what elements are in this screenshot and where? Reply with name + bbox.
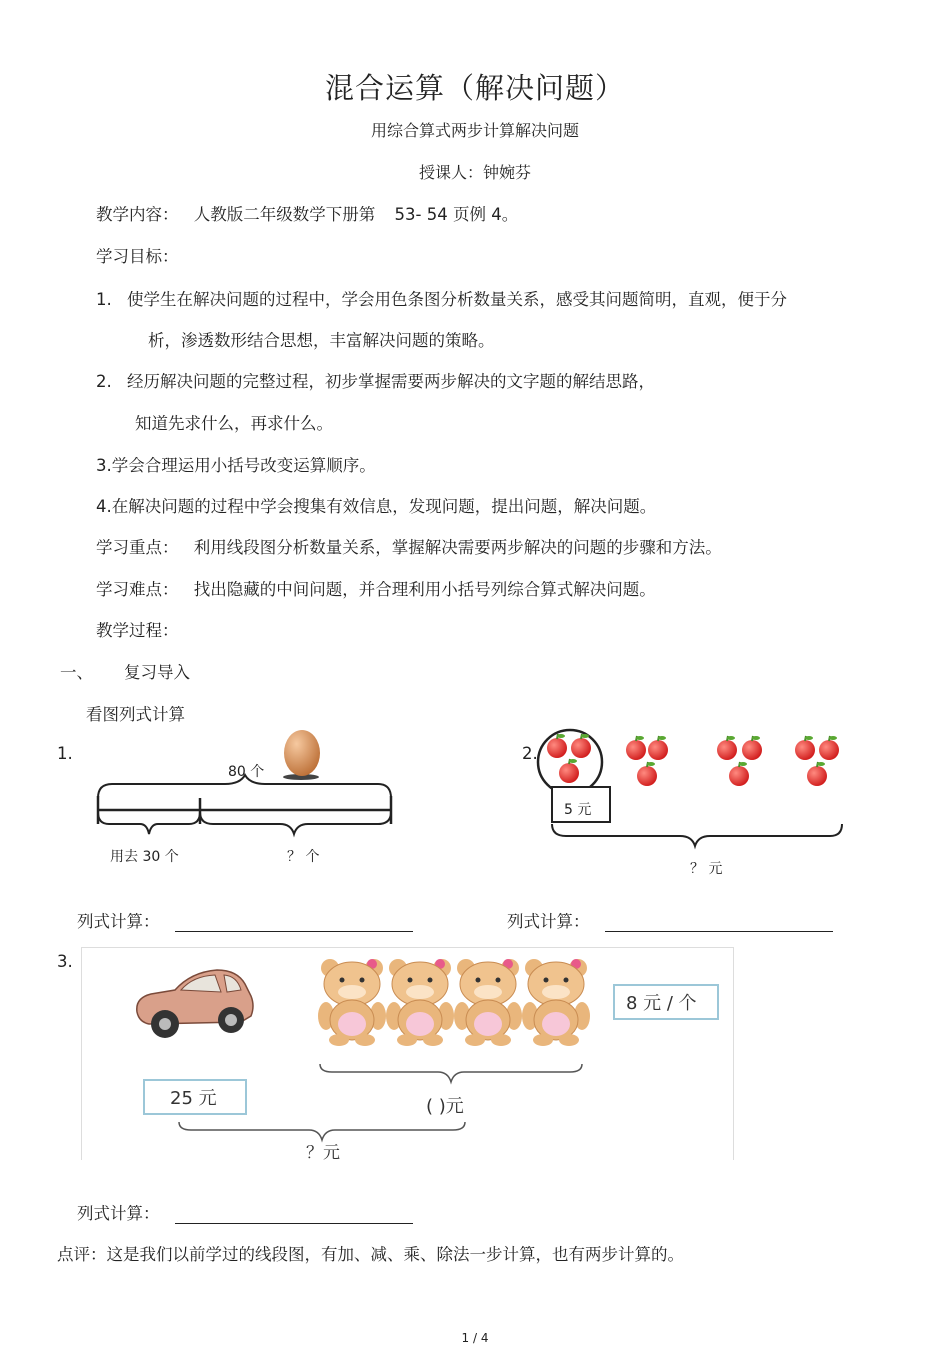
- objective-4: [96, 493, 656, 517]
- bears-brace: [318, 1062, 584, 1084]
- objective-4-text: 在解决问题的过程中学会搜集有效信息，发现问题，提出问题，解决问题。: [111, 497, 657, 516]
- objective-3-num: 3.: [96, 456, 112, 475]
- problem-2-num: 2.: [522, 744, 538, 763]
- problem-1-used: 用去 30 个: [110, 849, 179, 865]
- teaching-content-pages: 53- 54: [394, 205, 448, 224]
- difficulty-label: 学习难点：: [96, 580, 179, 599]
- apple-icon: [637, 762, 657, 786]
- objective-1: [96, 286, 787, 310]
- exercise-intro: 看图列式计算: [86, 705, 185, 724]
- objective-2-line2: 知道先求什么，再求什么。: [135, 414, 333, 433]
- subtitle: 用综合算式两步计算解决问题: [370, 121, 579, 140]
- apple-icon: [626, 736, 646, 760]
- apple-icon: [795, 736, 815, 760]
- apple-icon: [819, 736, 839, 760]
- formula-1-label: 列式计算：: [77, 912, 160, 931]
- apple-icon: [807, 762, 827, 786]
- bear-icon: [522, 959, 590, 1046]
- problem-1-segment-diagram: [95, 772, 395, 842]
- teaching-content-tail: 页例 4。: [452, 205, 519, 224]
- difficulty: [96, 576, 656, 600]
- problem-3-bear-row: [316, 958, 586, 1048]
- formula-3: [77, 1200, 413, 1224]
- car-price: 25 元: [170, 1088, 217, 1109]
- page-number: 1 / 4: [461, 1331, 489, 1345]
- key-point-label: 学习重点：: [96, 538, 179, 557]
- bears-total: ( )元: [426, 1096, 464, 1117]
- formula-2: [507, 908, 833, 932]
- objective-2-line1: 经历解决问题的完整过程，初步掌握需要两步解决的文字题的解结思路，: [127, 372, 655, 391]
- objective-1-num: 1.: [96, 290, 112, 309]
- formula-2-answer-blank[interactable]: [605, 913, 833, 932]
- total-brace: [98, 775, 391, 798]
- apple-icon: [729, 762, 749, 786]
- bear-icon: [318, 959, 386, 1046]
- objective-3-text: 学会合理运用小括号改变运算顺序。: [111, 456, 376, 475]
- problem-2-apple-diagram: [540, 720, 850, 840]
- car-icon: [131, 962, 257, 1044]
- apple-icon: [571, 734, 591, 758]
- bear-icon: [454, 959, 522, 1046]
- apple-icon: [742, 736, 762, 760]
- teaching-content: [96, 201, 518, 225]
- teaching-content-text: 人教版二年级数学下册第: [193, 205, 376, 224]
- apple-icon: [648, 736, 668, 760]
- page-title: 混合运算（解决问题）: [324, 71, 625, 105]
- formula-3-answer-blank[interactable]: [175, 1205, 413, 1224]
- key-point-text: 利用线段图分析数量关系，掌握解决需要两步解决的问题的步骤和方法。: [193, 538, 722, 557]
- problem-3-num: 3.: [57, 952, 73, 971]
- rest-brace: [200, 812, 391, 834]
- objective-3: [96, 452, 376, 476]
- apple-icon: [717, 736, 737, 760]
- apple-icon: [559, 759, 579, 783]
- objective-1-line2: 析，渗透数形结合思想，丰富解决问题的策略。: [148, 331, 495, 350]
- teacher: 授课人：钟婉芬: [418, 163, 531, 182]
- comment: 点评：这是我们以前学过的线段图，有加、减、乘、除法一步计算，也有两步计算的。: [57, 1245, 684, 1264]
- formula-3-label: 列式计算：: [77, 1204, 160, 1223]
- bear-price: 8 元 / 个: [626, 993, 697, 1014]
- bear-icon: [386, 959, 454, 1046]
- formula-1: [77, 908, 413, 932]
- problem-2-price: 5 元: [564, 802, 592, 818]
- objective-2-num: 2.: [96, 372, 112, 391]
- objective-2: [96, 368, 655, 392]
- teaching-content-label: 教学内容：: [96, 205, 179, 224]
- problem-1-num: 1.: [57, 744, 73, 763]
- problem-3-unknown: ？元: [306, 1143, 340, 1163]
- formula-2-label: 列式计算：: [507, 912, 590, 931]
- process-label: 教学过程：: [96, 621, 179, 640]
- section-1-title: 复习导入: [124, 663, 190, 682]
- used-brace: [98, 812, 200, 834]
- problem-1-total: 80 个: [228, 764, 265, 780]
- key-point: [96, 534, 722, 558]
- objectives-label: 学习目标：: [96, 247, 179, 266]
- objective-1-line1: 使学生在解决问题的过程中，学会用色条图分析数量关系，感受其问题简明，直观，便于分: [127, 290, 787, 309]
- problem-1-unknown: ？ 个: [287, 849, 320, 865]
- section-1-num: 一、: [60, 663, 93, 682]
- formula-1-answer-blank[interactable]: [175, 913, 413, 932]
- difficulty-text: 找出隐藏的中间问题，并合理利用小括号列综合算式解决问题。: [193, 580, 656, 599]
- total-brace: [552, 824, 842, 846]
- objective-4-num: 4.: [96, 497, 112, 516]
- problem-2-unknown: ？ 元: [690, 861, 723, 877]
